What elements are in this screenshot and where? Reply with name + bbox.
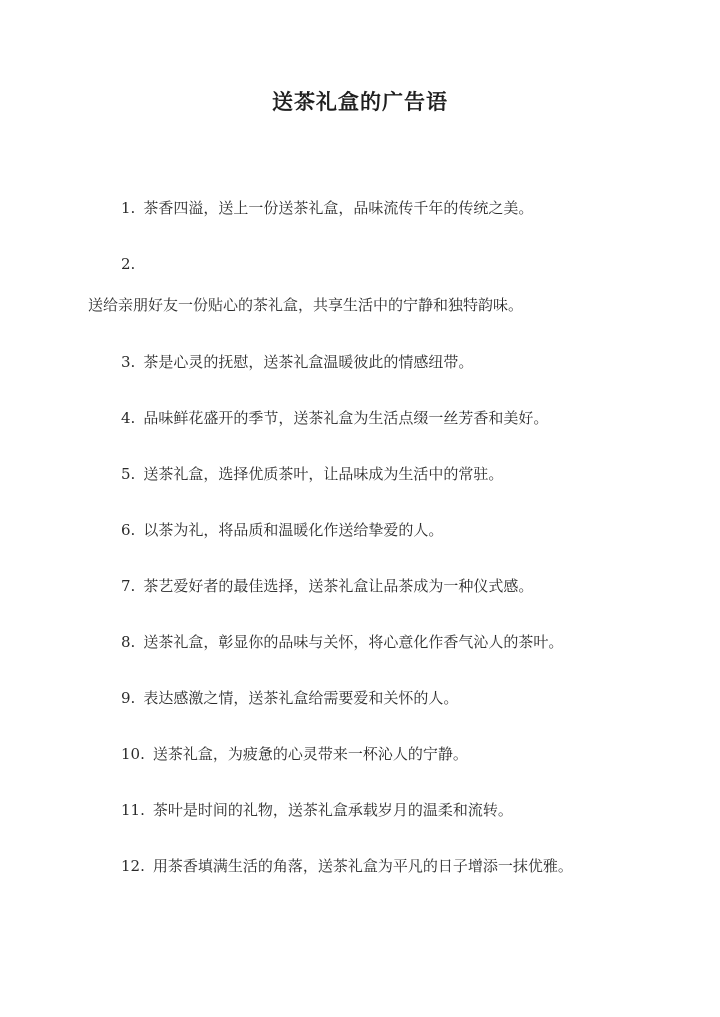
item-text: 送茶礼盒，彰显你的品味与关怀，将心意化作香气沁人的茶叶。	[143, 633, 564, 651]
slogan-item-2-number	[121, 254, 143, 274]
slogan-item-5	[121, 464, 503, 484]
item-number: 1.	[121, 199, 136, 217]
item-text: 以茶为礼，将品质和温暖化作送给挚爱的人。	[143, 521, 444, 539]
slogan-item-4	[121, 408, 548, 428]
slogan-item-2-text	[88, 295, 523, 315]
slogan-item-9	[121, 688, 458, 708]
slogan-item-6	[121, 520, 443, 540]
slogan-item-1	[121, 198, 533, 218]
item-text: 茶是心灵的抚慰，送茶礼盒温暖彼此的情感纽带。	[143, 353, 474, 371]
item-number: 9.	[121, 689, 136, 707]
item-number: 4.	[121, 409, 136, 427]
item-number: 5.	[121, 465, 136, 483]
item-number: 8.	[121, 633, 136, 651]
slogan-item-3	[121, 352, 473, 372]
item-text: 送给亲朋好友一份贴心的茶礼盒，共享生活中的宁静和独特韵味。	[88, 296, 524, 314]
item-text: 茶叶是时间的礼物，送茶礼盒承载岁月的温柔和流转。	[152, 801, 513, 819]
item-number: 6.	[121, 521, 136, 539]
item-text: 送茶礼盒，选择优质茶叶，让品味成为生活中的常驻。	[143, 465, 504, 483]
document-title: 送茶礼盒的广告语	[272, 89, 448, 114]
item-text: 茶艺爱好者的最佳选择，送茶礼盒让品茶成为一种仪式感。	[143, 577, 534, 595]
item-text: 用茶香填满生活的角落，送茶礼盒为平凡的日子增添一抹优雅。	[152, 857, 573, 875]
slogan-item-7	[121, 576, 533, 596]
item-number: 7.	[121, 577, 136, 595]
item-number: 11.	[121, 801, 145, 819]
slogan-item-10	[121, 744, 468, 764]
item-number: 12.	[121, 857, 145, 875]
slogan-item-11	[121, 800, 513, 820]
slogan-item-8	[121, 632, 563, 652]
item-number: 10.	[121, 745, 145, 763]
slogan-item-12	[121, 856, 573, 876]
item-text: 品味鲜花盛开的季节，送茶礼盒为生活点缀一丝芳香和美好。	[143, 409, 549, 427]
item-number: 3.	[121, 353, 136, 371]
item-number: 2.	[121, 255, 136, 273]
item-text: 表达感激之情，送茶礼盒给需要爱和关怀的人。	[143, 689, 459, 707]
item-text: 茶香四溢，送上一份送茶礼盒，品味流传千年的传统之美。	[143, 199, 534, 217]
item-text: 送茶礼盒，为疲惫的心灵带来一杯沁人的宁静。	[152, 745, 468, 763]
